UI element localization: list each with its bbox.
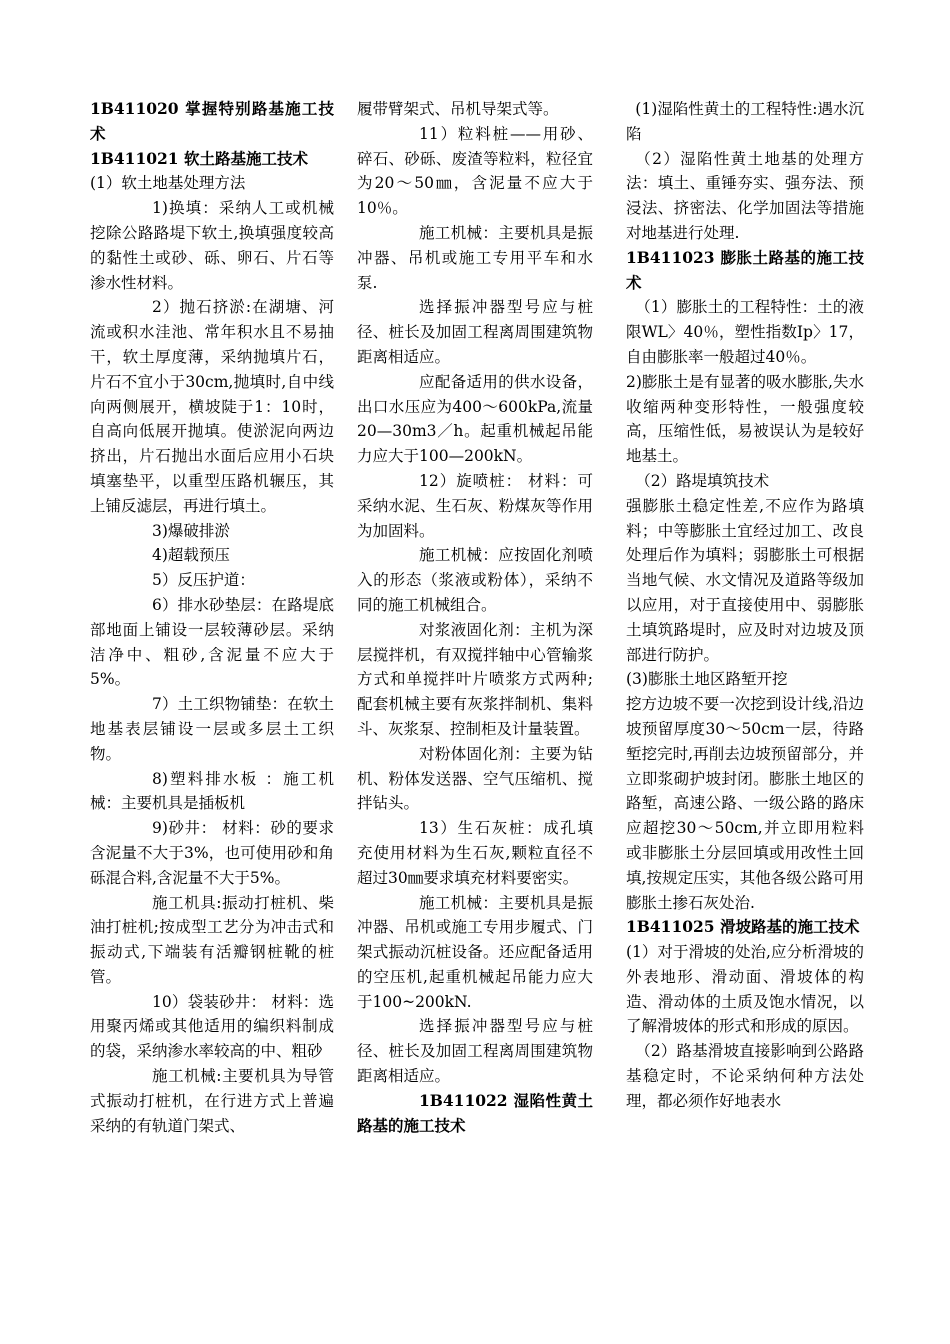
paragraph: 6）排水砂垫层：在路堤底部地面上铺设一层较薄砂层。采纳洁净中、粗砂,含泥量不应大于5%。: [90, 595, 334, 689]
section-heading: 1B411025 滑坡路基的施工技术: [626, 917, 860, 937]
paragraph: 1)换填：采纳人工或机械挖除公路路堤下软土,换填强度较高的黏性土或砂、砾、卵石、片石等渗水性材料。: [90, 199, 334, 292]
paragraph: (1)湿陷性黄土的工程特性:遇水沉陷: [626, 100, 864, 143]
paragraph: 应配备适用的供水设备，出口水压应为400～600kPa,流量20—30m3／h。起重机械起吊能力应大于100—200kN。: [357, 372, 593, 466]
paragraph: 11）粒料桩——用砂、碎石、砂砾、废渣等粒料，粒径宜为20～50㎜，含泥量不应大于10％。: [357, 124, 593, 218]
paragraph: 施工机械：主要机具是振冲器、吊机或施工专用平车和水泵.: [357, 223, 593, 292]
text-column-middle: [357, 97, 593, 1138]
paragraph: (1）对于滑坡的处治,应分析滑坡的外表地形、滑动面、滑坡体的构造、滑动体的土质及饱水情况，以了解滑坡体的形式和形成的原因。: [626, 943, 864, 1036]
paragraph: 2)膨胀土是有显著的吸水膨胀,失水收缩两种变形特性，一般强度较高，压缩性低，易被误认为是较好地基土。: [626, 372, 864, 466]
paragraph: 2）抛石挤淤:在湖塘、河流或积水洼池、常年积水且不易抽干，软土厚度薄，采纳抛填片石，片石不宜小于30cm,抛填时,自中线向两侧展开，横坡陡于1：10时，自高向低展开抛填。使淤泥向两边挤出，片石抛出水面后应用小石块填塞垫平，以重型压路机辗压，其上铺反滤层，再进行填土。: [90, 298, 334, 515]
paragraph: 10）袋装砂井： 材料：选用聚丙烯或其他适用的编织料制成的袋，采纳渗水率较高的中、粗砂: [90, 992, 334, 1061]
paragraph: 13）生石灰桩：成孔填充使用材料为生石灰,颗粒直径不超过30㎜要求填充材料要密实。: [357, 819, 593, 887]
text-column-right: [626, 97, 864, 1114]
paragraph: 5）反压护道：: [152, 571, 255, 590]
paragraph: 挖方边坡不要一次挖到设计线,沿边坡预留厚度30～50cm一层，待路堑挖完时,再削去边坡预留部分，并立即浆砌护坡封闭。膨胀土地区的路堑，高速公路、一级公路的路床应超挖30～50cm,并立即用粒料或非膨胀土分层回填或用改性土回填,按规定压实，其他各级公路可用膨胀土掺石灰处治.: [626, 695, 864, 912]
paragraph: （2）路堤填筑技术: [635, 471, 770, 490]
paragraph: 8)塑料排水板 ：施工机械：主要机具是插板机: [90, 769, 334, 813]
paragraph: 施工机具:振动打桩机、柴油打桩机;按成型工艺分为冲击式和振动式,下端装有活瓣钢桩靴的桩管。: [90, 893, 334, 986]
text-column-left: [90, 97, 334, 1138]
paragraph: 3)爆破排淤: [152, 521, 230, 540]
paragraph: （2）湿陷性黄土地基的处理方法：填土、重锤夯实、强夯法、预浸法、挤密法、化学加固法等措施对地基进行处理.: [626, 149, 864, 242]
section-heading: 1B411020 掌握特别路基施工技术: [90, 99, 334, 143]
section-heading: 1B411022 湿陷性黄土路基的施工技术: [357, 1090, 593, 1135]
paragraph: 选择振冲器型号应与桩径、桩长及加固工程离周围建筑物距离相适应。: [357, 1017, 593, 1086]
paragraph: 强膨胀土稳定性差,不应作为路填料；中等膨胀土宜经过加工、改良处理后作为填料；弱膨胀土可根据当地气候、水文情况及道路等级加以应用，对于直接使用中、弱膨胀土填筑路堤时，应及时对边坡及顶部进行防护。: [626, 496, 864, 664]
paragraph: (3)膨胀土地区路堑开挖: [626, 670, 788, 689]
paragraph: 施工机械:主要机具为导管式振动打桩机，在行进方式上普遍采纳的有轨道门架式、: [90, 1067, 334, 1135]
paragraph: （2）路基滑坡直接影响到公路路基稳定时，不论采纳何种方法处理，都必须作好地表水: [626, 1042, 864, 1110]
paragraph: 施工机械：主要机具是振冲器、吊机或施工专用步履式、门架式振动沉桩设备。还应配备适用的空压机,起重机械起吊能力应大于100~200kN.: [357, 893, 593, 1011]
section-heading: 1B411021 软土路基施工技术: [90, 148, 308, 168]
paragraph: 对粉体固化剂：主要为钻机、粉体发送器、空气压缩机、搅拌钻头。: [357, 744, 593, 813]
paragraph: 选择振冲器型号应与桩径、桩长及加固工程离周围建筑物距离相适应。: [357, 298, 593, 366]
paragraph: 对浆液固化剂：主机为深层搅拌机，有双搅拌轴中心管输浆方式和单搅拌叶片喷浆方式两种;配套机械主要有灰浆拌制机、集料斗、灰浆泵、控制柜及计量装置。: [357, 620, 593, 738]
paragraph: 12）旋喷桩： 材料：可采纳水泥、生石灰、粉煤灰等作用为加固料。: [357, 471, 593, 540]
paragraph: （1）膨胀土的工程特性：土的液限WL〉40％，塑性指数Ip〉17，自由膨胀率一般超过40％。: [626, 298, 864, 366]
section-heading: 1B411023 膨胀土路基的施工技术: [626, 247, 864, 292]
paragraph: (1）软土地基处理方法: [90, 174, 246, 193]
paragraph: 履带臂架式、吊机导架式等。: [357, 100, 559, 118]
paragraph: 4)超载预压: [152, 546, 230, 565]
paragraph: 7）土工织物铺垫：在软土地基表层铺设一层或多层土工织物。: [90, 695, 334, 763]
paragraph: 9)砂井： 材料：砂的要求含泥量不大于3%，也可使用砂和角砾混合料,含泥量不大于5%。: [90, 819, 334, 887]
paragraph: 施工机械：应按固化剂喷入的形态（浆液或粉体），采纳不同的施工机械组合。: [357, 546, 593, 614]
